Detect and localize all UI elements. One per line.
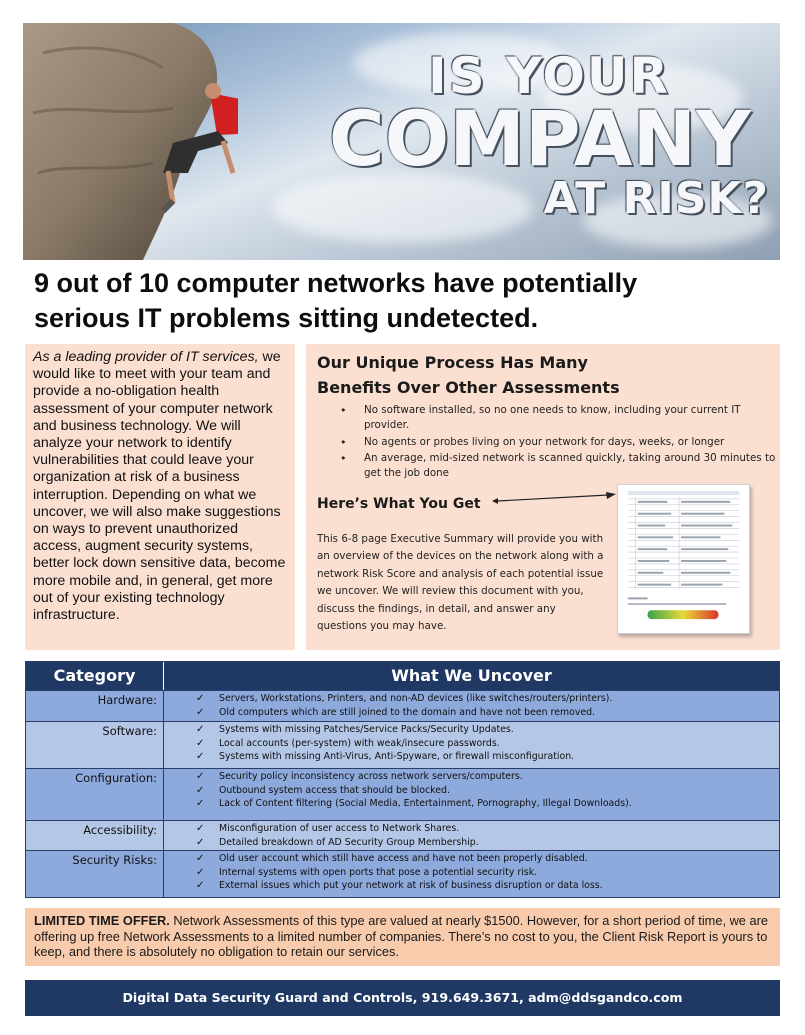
row-items — [164, 722, 779, 764]
column-header-category: Category — [26, 662, 164, 690]
what-you-get-body: This 6-8 page Executive Summary will provide you with an overview of the devices on the network along with a network Risk Score and analysis of each potential issue we uncover. We will review this document with you, discuss the findings, in detail, and answer any questions you may have. — [317, 533, 604, 633]
row-item-text: Security policy inconsistency across network servers/computers. — [219, 771, 523, 782]
arrow-icon — [492, 492, 617, 508]
offer-body: Network Assessments of this type are valued at nearly $1500. However, for a short period of time, we are offering up free Network Assessments to a limited number of companies. There’s no cost to you, the Client Risk Report is yours to keep, and there is absolutely no obligation to retain our services. — [34, 913, 768, 960]
row-items — [164, 691, 779, 719]
row-item-text: Lack of Content filtering (Social Media, Entertainment, Pornography, Illegal Downloads). — [219, 798, 632, 810]
table-row — [26, 768, 779, 820]
row-item — [164, 737, 779, 751]
row-item — [164, 852, 779, 866]
checkmark-icon: ✓ — [196, 836, 205, 848]
table-row — [26, 721, 779, 768]
benefit-text: An average, mid-sized network is scanned quickly, taking around 30 minutes to get the job done — [364, 451, 776, 480]
row-item — [164, 836, 779, 850]
report-thumbnail — [617, 484, 750, 634]
checkmark-icon: ✓ — [196, 880, 205, 892]
row-item — [164, 723, 779, 737]
row-item — [164, 797, 779, 811]
row-item — [164, 706, 779, 720]
row-item-text: Detailed breakdown of AD Security Group Membership. — [219, 836, 479, 848]
process-box — [306, 344, 780, 650]
hero-title-line1: IS YOUR — [427, 47, 671, 105]
benefit-text: No software installed, so no one needs to know, including your current IT provider. — [364, 404, 741, 432]
row-item-text: Old computers which are still joined to the domain and have not been removed. — [219, 706, 596, 718]
row-item-text: Servers, Workstations, Printers, and non-AD devices (like switches/routers/printers). — [219, 693, 613, 704]
what-you-get-title: Here’s What You Get — [317, 496, 481, 512]
intro-box — [25, 344, 295, 650]
row-items — [164, 851, 779, 893]
benefit-list — [336, 403, 776, 482]
row-item-text: Outbound system access that should be blocked. — [219, 784, 450, 796]
page-headline — [34, 266, 774, 336]
row-item — [164, 866, 779, 880]
row-category: Software: — [26, 722, 164, 768]
table-header — [26, 662, 779, 690]
limited-offer-box — [25, 908, 780, 966]
checkmark-icon: ✓ — [196, 706, 205, 718]
table-row — [26, 820, 779, 850]
row-category: Hardware: — [26, 691, 164, 721]
bullet-icon: • — [340, 435, 347, 449]
row-item-text: Systems with missing Patches/Service Packs/Security Updates. — [219, 724, 514, 735]
uncover-table — [25, 661, 780, 898]
hero-title-line3: AT RISK? — [543, 173, 769, 224]
checkmark-icon: ✓ — [196, 866, 205, 878]
bullet-icon: • — [340, 451, 347, 465]
cliff-climber-illustration — [23, 23, 238, 260]
row-item-text: External issues which put your network at risk of business disruption or data loss. — [219, 880, 603, 892]
row-items — [164, 821, 779, 849]
row-item — [164, 770, 779, 784]
checkmark-icon: ✓ — [196, 853, 205, 864]
benefit-item — [336, 403, 776, 434]
row-item — [164, 692, 779, 706]
checkmark-icon: ✓ — [196, 751, 205, 763]
intro-body: we would like to meet with your team and provide a no-obligation health assessment of your computer network and business technology. We will analyze your network to identify vulnerabilities that could leave your organization at risk of a business interruption. Depending on what we uncover, we will also make suggestions on ways to prevent unauthorized access, augment security systems, better lock down sensitive data, become more mobile and, in general, get more out of your existing technology infrastructure. — [33, 349, 286, 624]
table-row — [26, 850, 779, 897]
row-category: Accessibility: — [26, 821, 164, 850]
checkmark-icon: ✓ — [196, 798, 205, 810]
process-title — [317, 350, 637, 400]
row-item — [164, 750, 779, 764]
footer-contact-text: Digital Data Security Guard and Controls, 919.649.3671, adm@ddsgandco.com — [122, 990, 683, 1005]
row-item — [164, 784, 779, 798]
checkmark-icon: ✓ — [196, 737, 205, 749]
row-category: Configuration: — [26, 769, 164, 820]
hero-banner — [23, 23, 780, 260]
column-header-uncover: What We Uncover — [391, 666, 552, 685]
bullet-icon: • — [340, 404, 347, 417]
row-item-text: Internal systems with open ports that pose a potential security risk. — [219, 866, 538, 878]
process-title-line1: Our Unique Process Has Many — [317, 353, 588, 372]
row-item-text: Local accounts (per-system) with weak/insecure passwords. — [219, 737, 500, 749]
row-item-text: Misconfiguration of user access to Network Shares. — [219, 823, 460, 834]
table-row — [26, 690, 779, 721]
benefit-text: No agents or probes living on your network for days, weeks, or longer — [364, 435, 725, 448]
benefit-item — [336, 451, 776, 482]
hero-title-line2: COMPANY — [328, 94, 752, 183]
intro-lead: As a leading provider of IT services, — [33, 349, 259, 365]
row-category: Security Risks: — [26, 851, 164, 897]
headline-line1: 9 out of 10 computer networks have potentially — [34, 268, 638, 298]
intro-paragraph — [33, 349, 287, 624]
checkmark-icon: ✓ — [196, 724, 205, 735]
row-item-text: Old user account which still have access and have not been properly disabled. — [219, 853, 588, 864]
benefit-item — [336, 435, 776, 450]
headline-line2: serious IT problems sitting undetected. — [34, 303, 539, 333]
hero-title — [305, 47, 775, 224]
row-item — [164, 822, 779, 836]
row-items — [164, 769, 779, 811]
checkmark-icon: ✓ — [196, 771, 205, 782]
row-item-text: Systems with missing Anti-Virus, Anti-Spyware, or firewall misconfiguration. — [219, 751, 575, 763]
contact-footer — [25, 980, 780, 1016]
offer-lead: LIMITED TIME OFFER. — [34, 913, 170, 928]
row-item — [164, 879, 779, 893]
checkmark-icon: ✓ — [196, 784, 205, 796]
process-title-line2: Benefits Over Other Assessments — [317, 378, 620, 397]
checkmark-icon: ✓ — [196, 823, 205, 834]
checkmark-icon: ✓ — [196, 693, 205, 704]
